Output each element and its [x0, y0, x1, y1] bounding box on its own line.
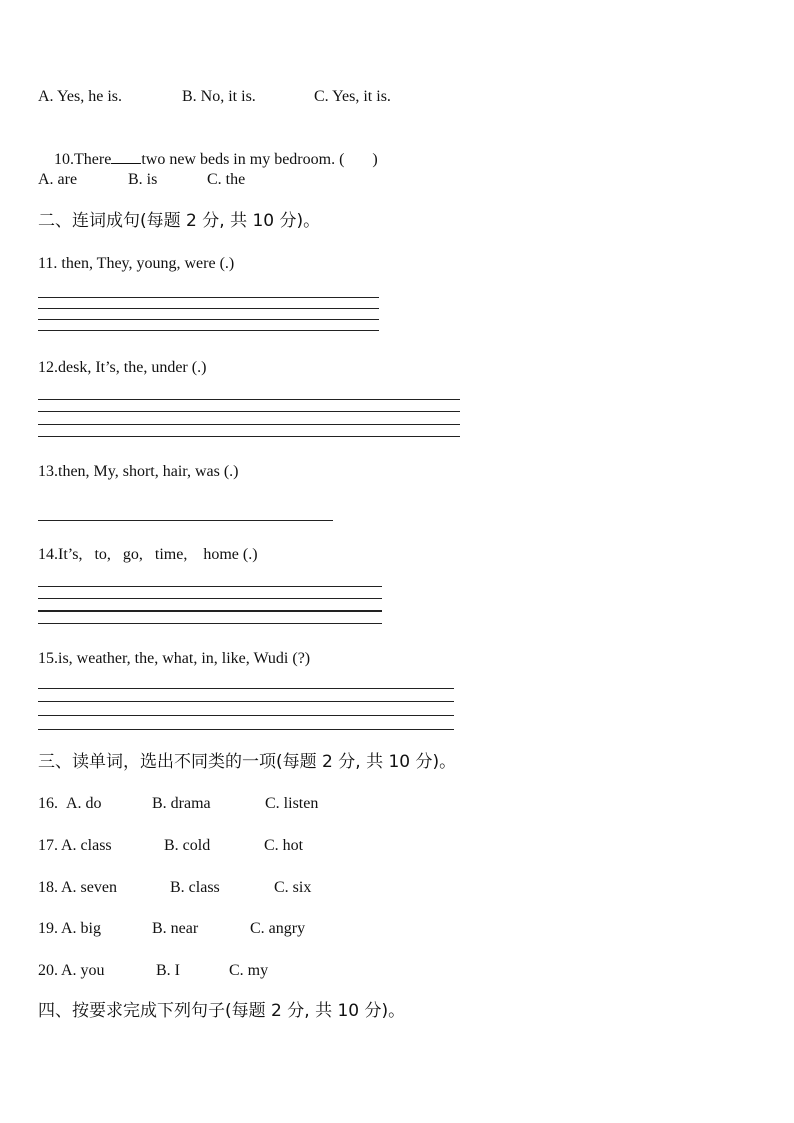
q17-option-b: B. cold	[164, 837, 211, 854]
q10-blank[interactable]	[111, 149, 141, 164]
q17-option-c: C. hot	[264, 837, 304, 854]
writing-line	[38, 701, 454, 702]
q20-number: 20.	[38, 962, 58, 979]
writing-line	[38, 623, 382, 624]
q16-option-a: A. do	[66, 795, 102, 812]
q9-option-b: B. No, it is.	[182, 88, 256, 105]
q13-prompt: 13.then, My, short, hair, was (.)	[38, 463, 239, 480]
section3-heading: 三、读单词，选出不同类的一项(每题 2 分, 共 10 分)。	[38, 752, 457, 772]
q17-option-a: A. class	[61, 837, 112, 854]
writing-line	[38, 520, 333, 521]
q20-option-c: C. my	[229, 962, 269, 979]
q17-number: 17.	[38, 837, 58, 854]
writing-line	[38, 436, 460, 437]
q15-prompt: 15.is, weather, the, what, in, like, Wudi (?)	[38, 650, 311, 667]
writing-line	[38, 330, 379, 331]
q18-option-a: A. seven	[61, 879, 117, 896]
q12-prompt: 12.desk, It’s, the, under (.)	[38, 359, 207, 376]
q9-option-c: C. Yes, it is.	[314, 88, 391, 105]
writing-line	[38, 688, 454, 689]
writing-line	[38, 308, 379, 309]
q20-option-b: B. I	[156, 962, 180, 979]
q19-option-c: C. angry	[250, 920, 306, 937]
writing-line	[38, 586, 382, 587]
writing-line	[38, 598, 382, 599]
q10-text-after: two new beds in my bedroom. (	[141, 151, 345, 168]
q16-option-c: C. listen	[265, 795, 319, 812]
q16-option-b: B. drama	[152, 795, 211, 812]
writing-line	[38, 715, 454, 716]
writing-line	[38, 319, 379, 320]
writing-line	[38, 424, 460, 425]
writing-line	[38, 610, 382, 612]
q10-option-a: A. are	[38, 171, 78, 188]
section2-heading: 二、连词成句(每题 2 分, 共 10 分)。	[38, 211, 321, 231]
q10-number: 10.	[54, 151, 74, 168]
writing-line	[38, 297, 379, 298]
writing-line	[38, 411, 460, 412]
q10-close-paren: )	[372, 151, 378, 168]
q18-number: 18.	[38, 879, 58, 896]
q9-option-a: A. Yes, he is.	[38, 88, 123, 105]
q20-option-a: A. you	[61, 962, 105, 979]
q11-prompt: 11. then, They, young, were (.)	[38, 255, 235, 272]
q14-prompt: 14.It’s, to, go, time, home (.)	[38, 546, 258, 563]
section4-heading: 四、按要求完成下列句子(每题 2 分, 共 10 分)。	[38, 1001, 406, 1021]
writing-line	[38, 729, 454, 730]
q10-option-b: B. is	[128, 171, 158, 188]
writing-line	[38, 399, 460, 400]
q19-option-a: A. big	[61, 920, 101, 937]
q18-option-b: B. class	[170, 879, 220, 896]
q10-option-c: C. the	[207, 171, 246, 188]
q19-option-b: B. near	[152, 920, 199, 937]
q19-number: 19.	[38, 920, 58, 937]
q16-number: 16.	[38, 795, 62, 812]
q10-text-before: There	[74, 151, 112, 168]
q18-option-c: C. six	[274, 879, 312, 896]
